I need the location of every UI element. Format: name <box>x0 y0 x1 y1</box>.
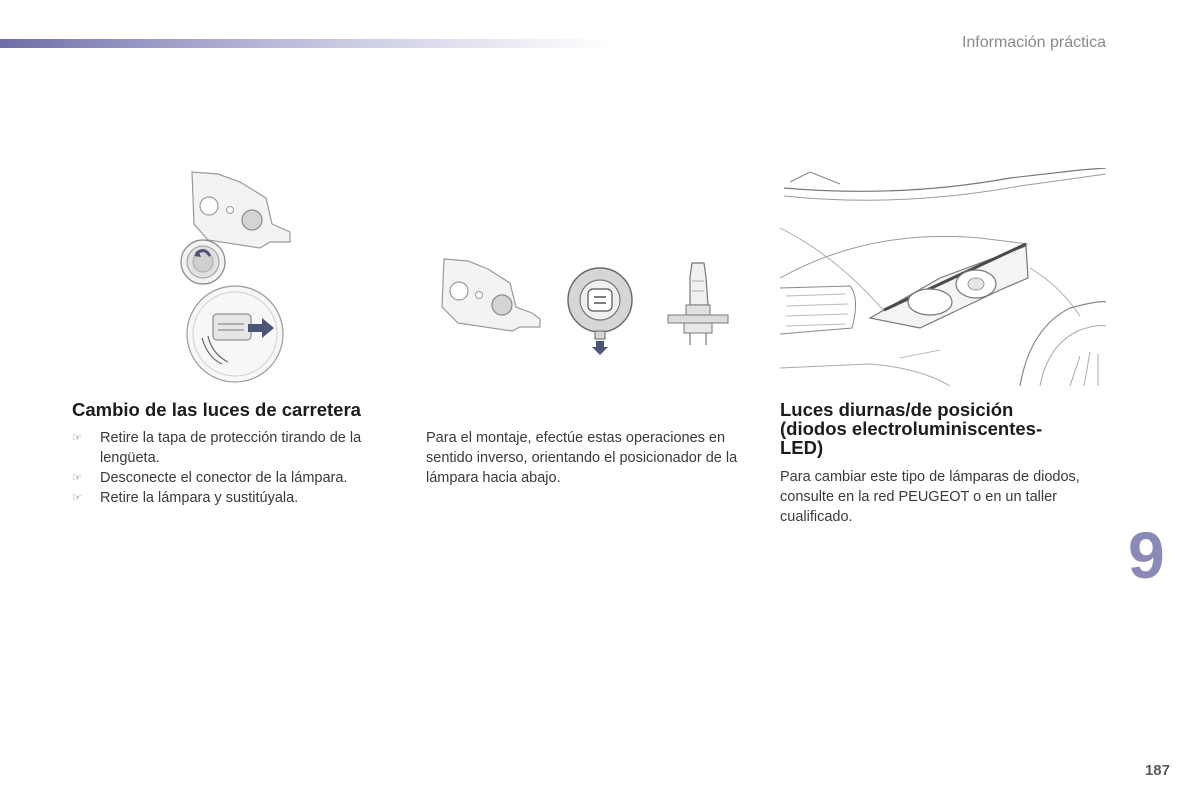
list-item <box>72 428 392 468</box>
headlamp-cover-removal-illustration <box>178 168 298 384</box>
list-item-text: Retire la tapa de protección tirando de la lengüeta. <box>100 430 362 466</box>
section-title: Información práctica <box>961 34 1106 51</box>
pointing-hand-icon: ☞ <box>72 492 82 504</box>
led-paragraph: Para cambiar este tipo de lámparas de diodos, consulte en la red PEUGEOT o en un taller cualificado. <box>780 469 1080 525</box>
header-gradient-bar <box>0 39 610 48</box>
section-heading-led: Luces diurnas/de posición (diodos electroluminiscentes-LED) <box>780 399 1043 458</box>
car-front-led-illustration <box>780 168 1106 386</box>
list-item-text: Retire la lámpara y sustitúyala. <box>100 490 299 506</box>
pointing-hand-icon: ☞ <box>72 432 82 444</box>
list-item <box>72 488 392 508</box>
assembly-paragraph: Para el montaje, efectúe estas operaciones en sentido inverso, orientando el posicionador de la lámpara hacia abajo. <box>426 430 738 486</box>
instruction-list <box>72 428 392 508</box>
pointing-hand-icon: ☞ <box>72 472 82 484</box>
list-item <box>72 468 392 488</box>
list-item-text: Desconecte el conector de la lámpara. <box>100 470 348 486</box>
lamp-positioner-illustration <box>432 255 738 365</box>
chapter-number: 9 <box>1128 518 1165 592</box>
section-heading-high-beam: Cambio de las luces de carretera <box>72 399 361 420</box>
page-number: 187 <box>1144 762 1170 779</box>
